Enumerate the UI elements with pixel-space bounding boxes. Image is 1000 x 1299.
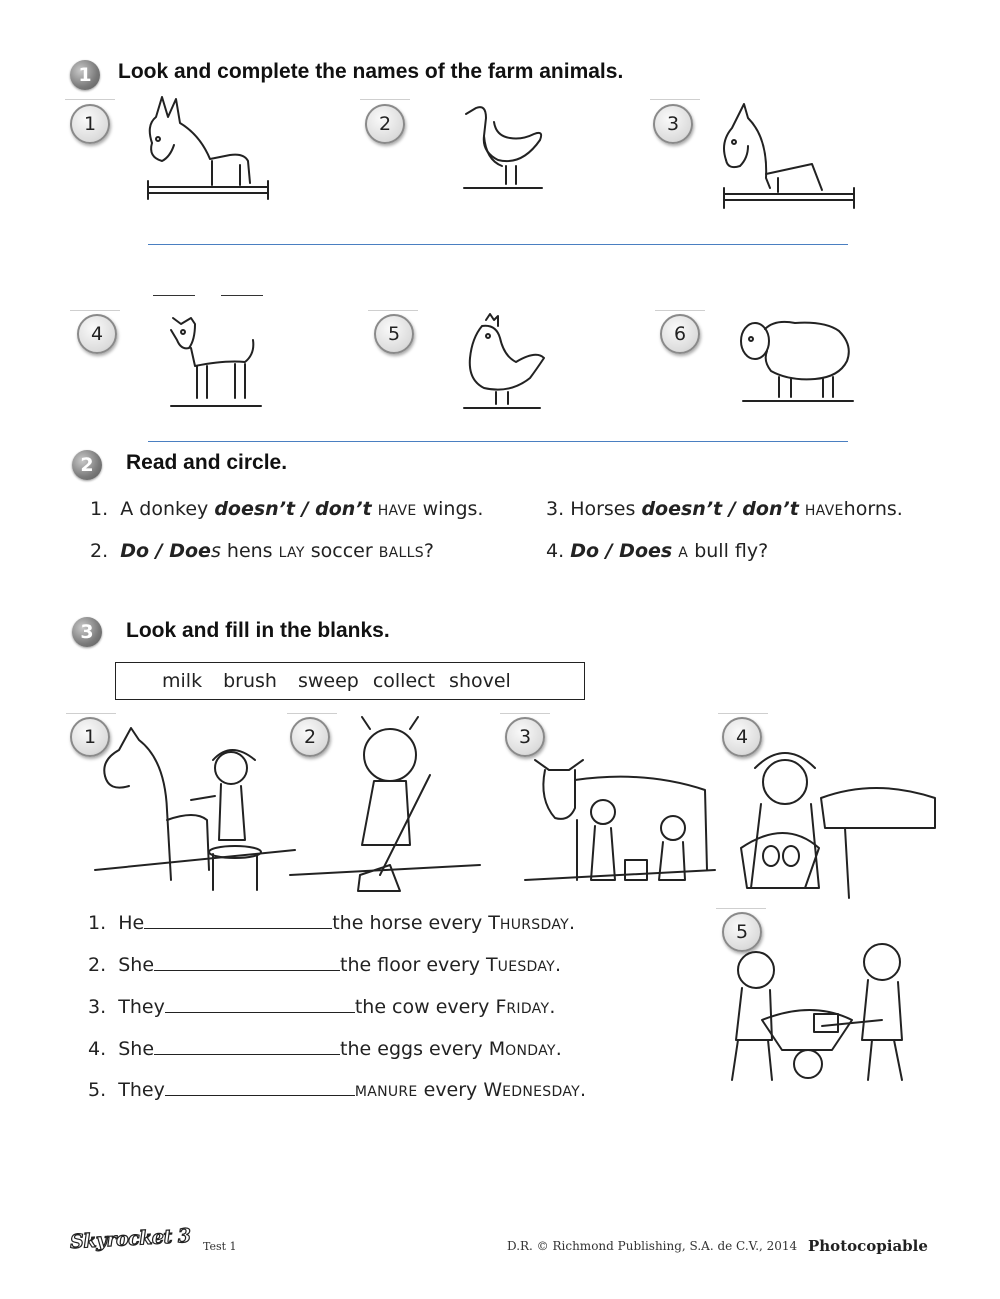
picture-number-2: 2 [290, 717, 330, 757]
answer-line-row-2[interactable] [148, 441, 848, 442]
fill-sentence-4: 4. She the eggs every MONDAY. [88, 1038, 562, 1060]
word-collect: collect [372, 670, 436, 692]
choice-doesnt-dont-3[interactable]: doesn’t / don’t [641, 498, 799, 520]
animal-number-1: 1 [70, 104, 110, 144]
animal-number-6: 6 [660, 314, 700, 354]
circle-sentence-4: 4. Do / Does A bull fly? [546, 540, 769, 562]
picture-number-1: 1 [70, 717, 110, 757]
circle-sentence-3: 3. Horses doesn’t / don’t HAVEhorns. [546, 498, 903, 520]
boys-shoveling-manure-icon [712, 940, 932, 1090]
word-brush: brush [223, 670, 277, 692]
word-milk: milk [162, 670, 203, 692]
horse-icon [718, 98, 863, 213]
section-2-badge: 2 [72, 450, 102, 480]
test-label: Test 1 [203, 1240, 237, 1253]
answer-line-row-1[interactable] [148, 244, 848, 245]
sheep-icon [735, 305, 860, 410]
section-1-title: Look and complete the names of the farm animals. [118, 60, 624, 83]
blank-5[interactable] [165, 1077, 355, 1096]
animal-number-2: 2 [365, 104, 405, 144]
section-2-title: Read and circle. [126, 451, 288, 474]
section-1-badge: 1 [70, 60, 100, 90]
girl-collecting-eggs-icon [735, 738, 940, 903]
circle-sentence-2: 2. Do / Does hens LAY soccer BALLS? [90, 540, 434, 562]
hen-icon [460, 310, 555, 415]
donkey-icon [140, 95, 285, 205]
blank-3[interactable] [165, 994, 355, 1013]
picture-number-3: 3 [505, 717, 545, 757]
section-3-title: Look and fill in the blanks. [126, 619, 390, 642]
copyright: D.R. © Richmond Publishing, S.A. de C.V., 2014 [507, 1239, 798, 1253]
photocopiable-label: Photocopiable [808, 1237, 928, 1255]
fill-sentence-5: 5. They MANURE every WEDNESDAY. [88, 1079, 587, 1101]
boy-brushing-horse-icon [95, 720, 295, 900]
blank-1[interactable] [144, 910, 332, 929]
goose-icon [462, 100, 552, 195]
fill-sentence-3: 3. They the cow every FRIDAY. [88, 996, 556, 1018]
animal-number-4: 4 [77, 314, 117, 354]
word-sweep: sweep [297, 670, 359, 692]
choice-do-does-4[interactable]: Do / Does [570, 540, 673, 562]
fill-sentence-2: 2. She the floor every TUESDAY. [88, 954, 562, 976]
blank-4[interactable] [154, 1036, 340, 1055]
blank-2[interactable] [154, 952, 340, 971]
picture-number-4: 4 [722, 717, 762, 757]
goat-icon [165, 310, 265, 415]
picture-number-5: 5 [722, 912, 762, 952]
word-bank [115, 662, 585, 700]
fill-sentence-1: 1. He the horse every THURSDAY. [88, 912, 576, 934]
milking-cow-icon [525, 750, 720, 895]
section-3-badge: 3 [72, 617, 102, 647]
circle-sentence-1: 1. A donkey doesn’t / don’t HAVE wings. [90, 498, 484, 520]
animal-number-3: 3 [653, 104, 693, 144]
girl-sweeping-icon [290, 715, 490, 900]
skyrocket-logo: Skyrocket 3 [69, 1224, 192, 1254]
animal-number-5: 5 [374, 314, 414, 354]
choice-do-does-2[interactable]: Do / Does [120, 540, 221, 562]
choice-doesnt-dont-1[interactable]: doesn’t / don’t [214, 498, 372, 520]
word-shovel: shovel [449, 670, 511, 692]
